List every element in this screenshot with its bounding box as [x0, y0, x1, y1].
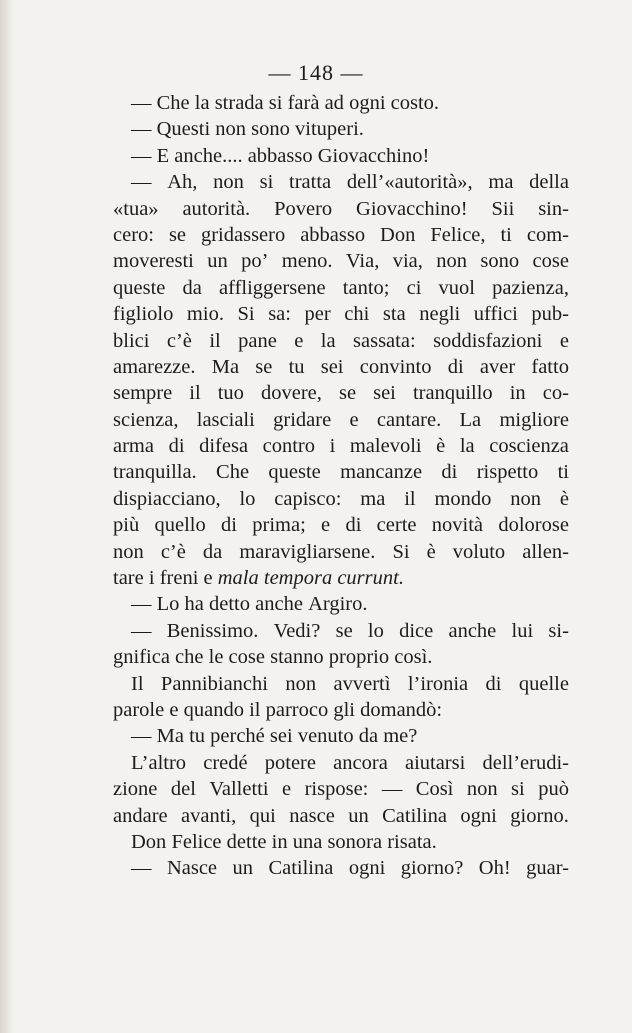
text-line: andare avanti, qui nasce un Catilina ogni giorno.	[113, 804, 569, 827]
text-line: scienza, lasciali gridare e cantare. La migliore	[113, 408, 569, 431]
text-line: blici c’è il pane e la sassata: soddisfazioni e	[113, 329, 569, 352]
text-line: — Lo ha detto anche Argiro.	[131, 593, 368, 616]
page-number: — 148 —	[268, 60, 364, 85]
text-line: Don Felice dette in una sonora risata.	[131, 830, 437, 853]
text-line: non c’è da maravigliarsene. Si è voluto allen-	[113, 540, 569, 563]
text-line: più quello di prima; e di certe novità dolorose	[113, 514, 569, 537]
body-text	[113, 90, 569, 882]
text-line: Il Pannibianchi non avvertì l’ironia di quelle	[131, 672, 569, 695]
text-line: arma di difesa contro i malevoli è la coscienza	[113, 435, 569, 458]
text-line: queste da affliggersene tanto; ci vuol pazienza,	[113, 276, 569, 299]
text-line: gnifica che le cose stanno proprio così.	[113, 646, 433, 669]
text-line: parole e quando il parroco gli domandò:	[113, 698, 443, 721]
text-line: — Nasce un Catilina ogni giorno? Oh! guar-	[131, 857, 569, 880]
text-line: — Ma tu perché sei venuto da me?	[131, 725, 418, 748]
text-line: «tua» autorità. Povero Giovacchino! Sii sin-	[113, 197, 569, 220]
page-edge	[0, 0, 14, 1033]
text-line: — E anche.... abbasso Giovacchino!	[131, 144, 430, 167]
text-line: zione del Valletti e rispose: — Così non si può	[113, 778, 569, 801]
text-line: — Che la strada si farà ad ogni costo.	[131, 92, 440, 114]
text-line: — Benissimo. Vedi? se lo dice anche lui si-	[131, 619, 569, 642]
text-line: tare i freni e mala tempora currunt.	[113, 567, 404, 590]
text-line: amarezze. Ma se tu sei convinto di aver fatto	[113, 355, 569, 378]
text-line: tranquilla. Che queste mancanze di rispetto ti	[113, 461, 569, 484]
text-line: sempre il tuo dovere, se sei tranquillo in co-	[113, 382, 569, 405]
text-line: — Questi non sono vituperi.	[131, 118, 364, 141]
text-line: L’altro credé potere ancora aiutarsi dell’erudi-	[131, 751, 569, 774]
text-line: — Ah, non si tratta dell’«autorità», ma della	[131, 171, 569, 194]
text-line: figliolo mio. Si sa: per chi sta negli uffici pub-	[113, 303, 569, 326]
text-line: cero: se gridassero abbasso Don Felice, ti com-	[113, 223, 569, 246]
text-line: moveresti un po’ meno. Via, via, non sono cose	[113, 250, 569, 273]
text-line: dispiacciano, lo capisco: ma il mondo non è	[113, 487, 569, 510]
